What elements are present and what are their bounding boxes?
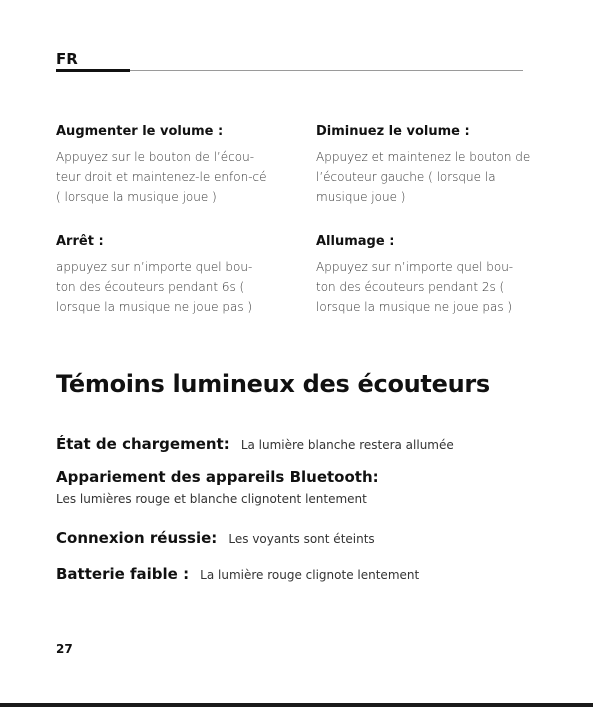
- control-volume-up: [56, 124, 271, 207]
- control-power-off: [56, 234, 271, 317]
- header-accent-bar: [56, 69, 130, 72]
- control-volume-down: [316, 124, 531, 207]
- indicator-label: État de chargement:: [56, 435, 230, 453]
- indicator-pairing: [56, 467, 379, 506]
- control-power-on: [316, 234, 531, 317]
- control-title: Arrêt :: [56, 234, 104, 249]
- control-title: Diminuez le volume :: [316, 124, 470, 139]
- indicator-label: Batterie faible :: [56, 565, 190, 583]
- indicator-label: Connexion réussie:: [56, 529, 218, 547]
- indicator-connected: [56, 528, 375, 547]
- indicator-text: La lumière rouge clignote lentement: [200, 568, 420, 582]
- control-title: Augmenter le volume :: [56, 124, 224, 139]
- bottom-edge-bar: [0, 703, 593, 707]
- indicator-low-battery: [56, 564, 419, 583]
- page-number: 27: [56, 642, 73, 656]
- language-label: FR: [56, 50, 78, 68]
- section-title: Témoins lumineux des écouteurs: [56, 370, 490, 398]
- indicator-text: La lumière blanche restera allumée: [240, 438, 454, 452]
- control-text: Appuyez et maintenez le bouton de l’écouteur gauche ( lorsque la musique joue ): [316, 150, 531, 204]
- indicator-charging: [56, 434, 454, 453]
- indicator-text: Les lumières rouge et blanche clignotent lentement: [56, 492, 367, 506]
- control-text: appuyez sur n’importe quel bou-ton des écouteurs pendant 6s ( lorsque la musique ne joue pas ): [56, 260, 253, 314]
- indicator-text: Les voyants sont éteints: [228, 532, 375, 546]
- indicator-label: Appariement des appareils Bluetooth:: [56, 468, 379, 486]
- control-title: Allumage :: [316, 234, 395, 249]
- control-text: Appuyez sur le bouton de l’écou-teur droit et maintenez-le enfon-cé ( lorsque la musique joue ): [56, 150, 267, 204]
- control-text: Appuyez sur n’importe quel bou-ton des écouteurs pendant 2s ( lorsque la musique ne joue pas ): [316, 260, 514, 314]
